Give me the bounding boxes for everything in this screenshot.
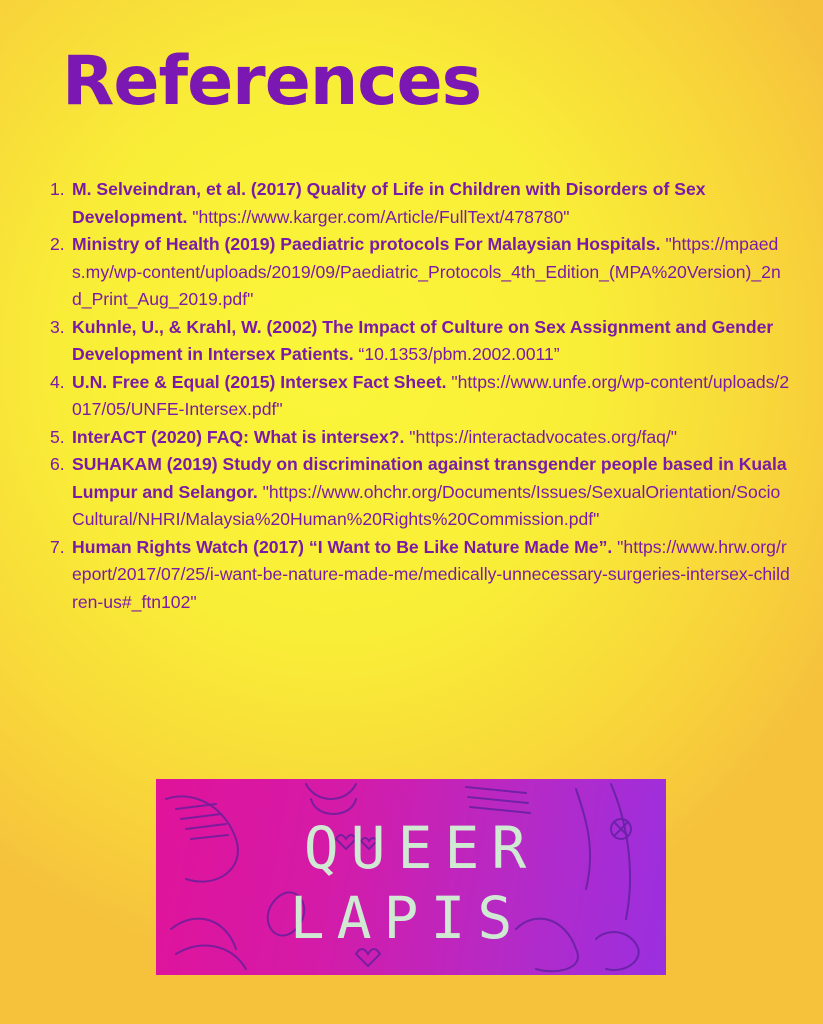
reference-number: 5. <box>50 426 65 447</box>
reference-number: 2. <box>50 234 65 254</box>
doodle-flag-lines <box>466 787 530 813</box>
page-title: References <box>62 42 482 121</box>
reference-title: Human Rights Watch (2017) “I Want to Be Like Nature Made Me”. <box>72 536 613 557</box>
reference-source[interactable]: "https://www.unfe.org/wp-content/uploads/2017/05/UNFE-Intersex.pdf" <box>72 371 790 419</box>
queer-lapis-logo <box>156 779 666 975</box>
reference-number: 7. <box>50 536 65 557</box>
reference-title: Kuhnle, U., & Krahl, W. (2002) The Impact of Culture on Sex Assignment and Gender Development in Intersex Patients. <box>72 316 774 364</box>
reference-title: U.N. Free & Equal (2015) Intersex Fact Sheet. <box>72 371 447 392</box>
reference-source[interactable]: "https://www.karger.com/Article/FullText/478780" <box>192 206 570 227</box>
reference-item <box>50 231 790 314</box>
reference-list <box>50 176 790 616</box>
reference-number: 3. <box>50 316 65 337</box>
reference-number: 4. <box>50 371 65 392</box>
reference-title: M. Selveindran, et al. (2017) Quality of Life in Children with Disorders of Sex Development. <box>72 179 706 227</box>
logo-text-queer: QUEER <box>303 814 539 882</box>
reference-source: “10.1353/pbm.2002.0011” <box>358 344 560 364</box>
reference-item <box>50 369 790 424</box>
reference-item <box>50 451 790 534</box>
reference-item <box>50 424 790 452</box>
reference-item <box>50 176 790 231</box>
reference-number: 1. <box>50 179 65 199</box>
reference-source[interactable]: "https://interactadvocates.org/faq/" <box>409 426 678 447</box>
reference-title: SUHAKAM (2019) Study on discrimination against transgender people based in Kuala Lumpur and Selangor. <box>72 454 787 502</box>
logo-text-lapis: LAPIS <box>289 884 525 952</box>
reference-number: 6. <box>50 454 65 474</box>
reference-source[interactable]: "https://www.ohchr.org/Documents/Issues/SexualOrientation/SocioCultural/NHRI/Malaysia%20Human%20Rights%20Commission.pdf" <box>72 481 781 529</box>
reference-item <box>50 534 790 617</box>
doodle-cat <box>306 784 356 814</box>
reference-title: Ministry of Health (2019) Paediatric protocols For Malaysian Hospitals. <box>72 234 661 254</box>
reference-item <box>50 314 790 369</box>
reference-title: InterACT (2020) FAQ: What is intersex?. <box>72 426 405 447</box>
reference-source[interactable]: "https://mpaeds.my/wp-content/uploads/2019/09/Paediatric_Protocols_4th_Edition_(MPA%20Version)_2nd_Print_Aug_2019.pdf" <box>72 234 781 309</box>
reference-source[interactable]: "https://www.hrw.org/report/2017/07/25/i-want-be-nature-made-me/medically-unnecessary-surgeries-intersex-children-us#_ftn102" <box>72 536 790 612</box>
